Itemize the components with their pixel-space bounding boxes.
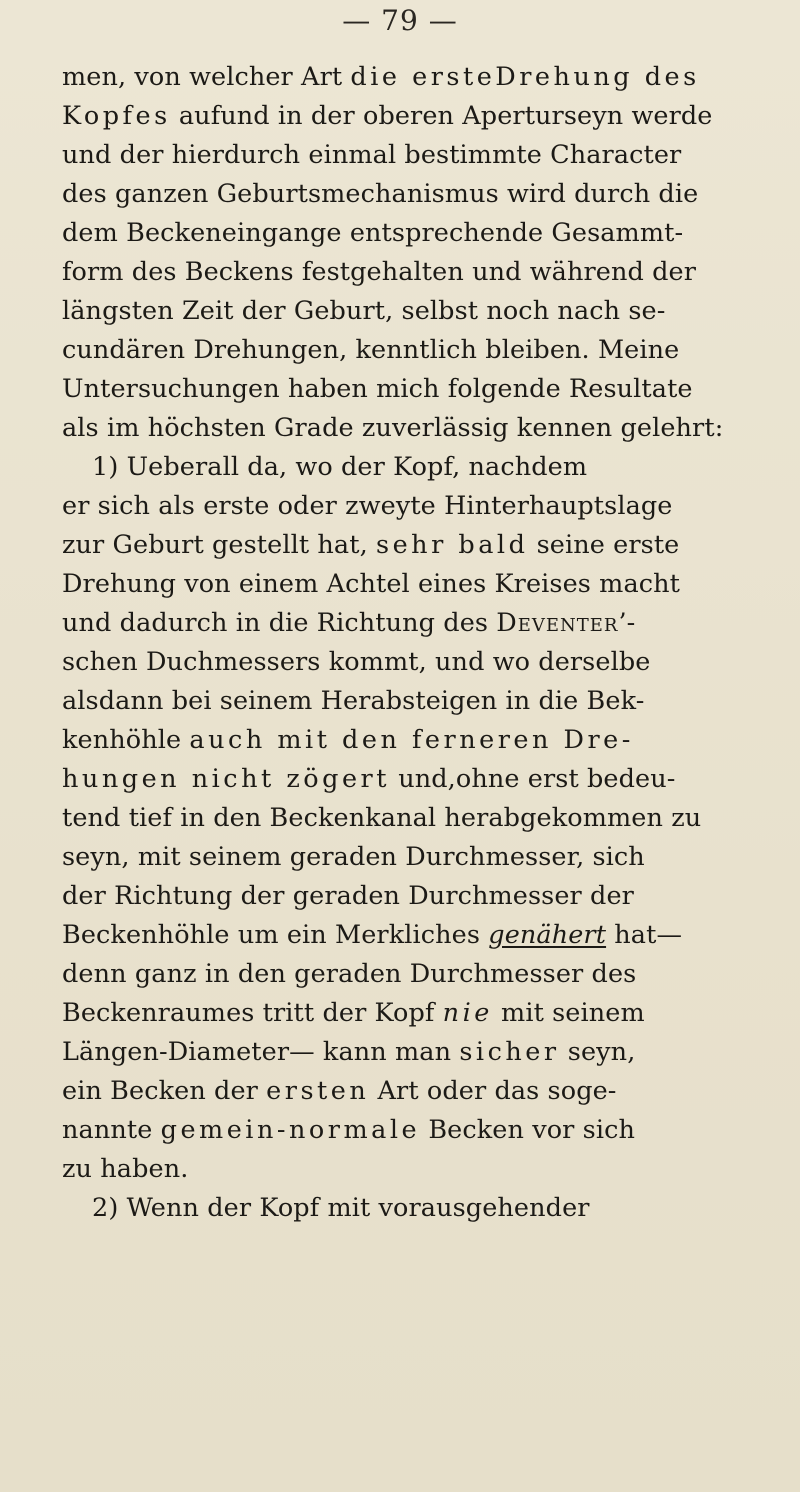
text-line-5: dem Beckeneingange entsprechende Gesammt- [62,218,684,248]
emphasis-spaced: ersten [266,1076,370,1106]
text-line-10: als im höchsten Grade zuverlässig kennen gelehrt: [62,413,724,443]
text-line-1: men, von welcher Art die ersteDrehung des [62,62,700,92]
emphasis-spaced: auch mit den ferneren Dre- [189,725,634,755]
text-line-13: zur Geburt gestellt hat, sehr bald seine erste [62,530,680,560]
text-line-15: und dadurch in die Richtung des Deventer’- [62,608,636,638]
text-line-21: seyn, mit seinem geraden Durchmesser, sich [62,842,645,872]
emphasis-spaced: Kopfes [62,101,171,131]
page-number: — 79 — [342,4,458,37]
emphasis-spaced: sicher [459,1037,560,1067]
text-line-22: der Richtung der geraden Durchmesser der [62,881,634,911]
emphasis-spaced: gemein-normale [160,1115,421,1145]
text-line-11: 1) Ueberall da, wo der Kopf, nachdem [92,452,588,482]
text-line-6: form des Beckens festgehalten und während der [62,257,697,287]
text-line-27: ein Becken der ersten Art oder das soge- [62,1076,617,1106]
body-text [62,58,784,1228]
name-small-caps: Deventer [496,608,619,638]
text-line-2: Kopfes aufund in der oberen Aperturseyn werde [62,101,713,131]
emphasis-spaced: hungen nicht zögert [62,764,390,794]
text-line-28: nannte gemein-normale Becken vor sich [62,1115,635,1145]
text-line-24: denn ganz in den geraden Durchmesser des [62,959,637,989]
text-line-26: Längen-Diameter— kann man sicher seyn, [62,1037,636,1067]
text-line-14: Drehung von einem Achtel eines Kreises macht [62,569,681,599]
text-line-4: des ganzen Geburtsmechanismus wird durch die [62,179,699,209]
text-line-3: und der hierdurch einmal bestimmte Character [62,140,682,170]
emphasis-spaced: sehr bald [376,530,529,560]
text-line-23: Beckenhöhle um ein Merkliches genähert hat— [62,920,683,950]
text-line-7: längsten Zeit der Geburt, selbst noch nach se- [62,296,666,326]
text-line-16: schen Duchmessers kommt, und wo derselbe [62,647,651,677]
text-line-17: alsdann bei seinem Herabsteigen in die Bek- [62,686,645,716]
emphasis-italic: nie [442,998,493,1028]
text-line-25: Beckenraumes tritt der Kopf nie mit seinem [62,998,645,1028]
text-line-20: tend tief in den Beckenkanal herabgekommen zu [62,803,702,833]
emphasis-spaced: die ersteDrehung des [350,62,700,92]
text-line-9: Untersuchungen haben mich folgende Resultate [62,374,693,404]
text-line-30: 2) Wenn der Kopf mit vorausgehender [92,1193,590,1223]
text-line-8: cundären Drehungen, kenntlich bleiben. Meine [62,335,680,365]
text-line-18: kenhöhle auch mit den ferneren Dre- [62,725,634,755]
text-line-12: er sich als erste oder zweyte Hinterhauptslage [62,491,673,521]
emphasis-italic: genähert [488,920,607,950]
text-line-19: hungen nicht zögert und,ohne erst bedeu- [62,764,676,794]
text-line-29: zu haben. [62,1154,189,1184]
